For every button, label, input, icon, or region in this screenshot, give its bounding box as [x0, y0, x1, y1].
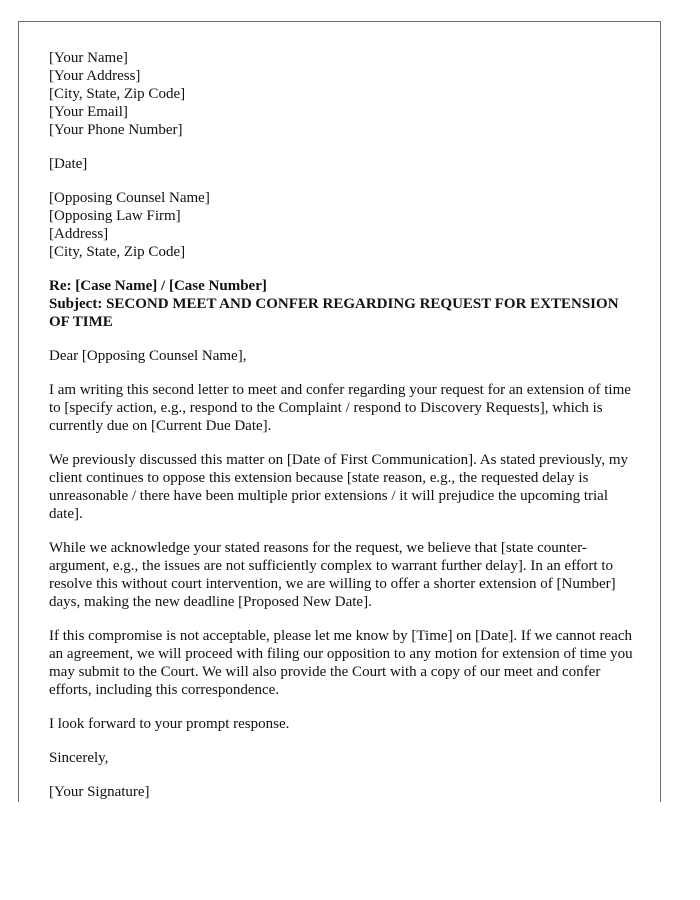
body-paragraph-5: I look forward to your prompt response.	[49, 716, 290, 732]
sender-city-state-zip: [City, State, Zip Code]	[49, 86, 186, 102]
recipient-block	[49, 189, 641, 261]
body-paragraph-1: I am writing this second letter to meet and confer regarding your request for an extension of time to [specify action, e.g., respond to the Complaint / respond to Discovery Requests], which is currently due on [Current Due Date].	[49, 382, 631, 434]
subject-block	[49, 277, 641, 331]
sender-address: [Your Address]	[49, 68, 141, 84]
closing: Sincerely,	[49, 750, 109, 766]
sender-name: [Your Name]	[49, 50, 128, 66]
sender-email: [Your Email]	[49, 104, 128, 120]
sender-phone: [Your Phone Number]	[49, 122, 183, 138]
letter-date: [Date]	[49, 156, 88, 172]
re-line: Re: [Case Name] / [Case Number]	[49, 278, 267, 294]
date-block	[49, 155, 641, 173]
body-paragraph-3: While we acknowledge your stated reasons for the request, we believe that [state counter-argument, e.g., the issues are not sufficiently complex to warrant further delay]. In an effort to resolve this without court intervention, we are willing to offer a shorter extension of [Number] days, making the new deadline [Proposed New Date].	[49, 540, 616, 610]
recipient-address: [Address]	[49, 226, 109, 242]
signature: [Your Signature]	[49, 784, 150, 800]
recipient-name: [Opposing Counsel Name]	[49, 190, 210, 206]
recipient-firm: [Opposing Law Firm]	[49, 208, 181, 224]
subject-line: Subject: SECOND MEET AND CONFER REGARDING REQUEST FOR EXTENSION OF TIME	[49, 296, 619, 330]
recipient-city-state-zip: [City, State, Zip Code]	[49, 244, 186, 260]
body-paragraph-4: If this compromise is not acceptable, please let me know by [Time] on [Date]. If we cannot reach an agreement, we will proceed with filing our opposition to any motion for extension of time you may submit to the Court. We will also provide the Court with a copy of our meet and confer efforts, including this correspondence.	[49, 628, 633, 698]
letter-page	[18, 21, 661, 802]
body-paragraph-2: We previously discussed this matter on [Date of First Communication]. As stated previously, my client continues to oppose this extension because [state reason, e.g., the requested delay is unreasonable / there have been multiple prior extensions / it will prejudice the upcoming trial date].	[49, 452, 628, 522]
salutation: Dear [Opposing Counsel Name],	[49, 348, 247, 364]
sender-block	[49, 49, 641, 139]
letter-body	[49, 49, 641, 801]
